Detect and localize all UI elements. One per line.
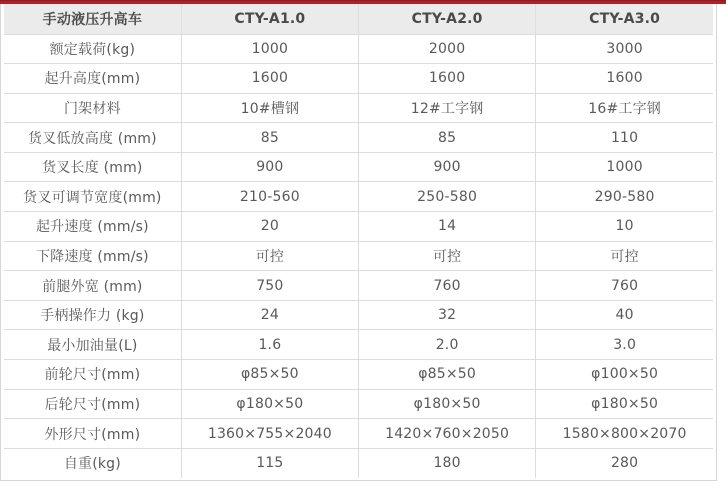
spec-value-cell: 32 [359,300,536,330]
table-row [4,34,713,64]
spec-value-cell: 1.6 [181,330,358,360]
spec-value-cell: 24 [181,300,358,330]
model-header-cell: CTY-A2.0 [359,4,536,34]
spec-value-cell: 1580×800×2070 [536,419,713,449]
spec-value-cell: φ180×50 [181,389,358,419]
spec-value-cell: φ180×50 [359,389,536,419]
spec-value-cell: 210-560 [181,182,358,212]
spec-value-cell: 3000 [536,34,713,64]
spec-value-cell: 3.0 [536,330,713,360]
spec-label-cell: 货叉可调节宽度(mm) [4,182,181,212]
table-row [4,271,713,301]
spec-value-cell: 290-580 [536,182,713,212]
spec-value-cell: 750 [181,271,358,301]
spec-value-cell: 1420×760×2050 [359,419,536,449]
spec-value-cell: 可控 [359,241,536,271]
spec-label-cell: 前轮尺寸(mm) [4,360,181,390]
spec-value-cell: 760 [359,271,536,301]
spec-value-cell: 16#工字钢 [536,93,713,123]
table-row [4,123,713,153]
spec-value-cell: 14 [359,212,536,242]
spec-value-cell: 85 [359,123,536,153]
spec-value-cell: 1360×755×2040 [181,419,358,449]
spec-value-cell: 85 [181,123,358,153]
spec-value-cell: 可控 [181,241,358,271]
spec-value-cell: 110 [536,123,713,153]
spec-value-cell: 12#工字钢 [359,93,536,123]
spec-label-cell: 起升高度(mm) [4,64,181,94]
spec-value-cell: φ180×50 [536,389,713,419]
model-header-cell: CTY-A1.0 [181,4,358,34]
header-row [4,4,713,34]
table-row [4,93,713,123]
spec-label-cell: 门架材料 [4,93,181,123]
table-title-cell: 手动液压升高车 [4,4,181,34]
table-row [4,389,713,419]
spec-value-cell: 1600 [359,64,536,94]
spec-value-cell: φ85×50 [359,360,536,390]
table-row [4,152,713,182]
spec-label-cell: 货叉低放高度 (mm) [4,123,181,153]
table-row [4,419,713,449]
spec-table-body [4,34,713,478]
table-row [4,360,713,390]
table-row [4,241,713,271]
spec-label-cell: 自重(kg) [4,448,181,478]
spec-value-cell: 180 [359,448,536,478]
spec-label-cell: 后轮尺寸(mm) [4,389,181,419]
spec-value-cell: 1600 [536,64,713,94]
spec-value-cell: φ85×50 [181,360,358,390]
table-row [4,182,713,212]
spec-value-cell: 20 [181,212,358,242]
model-header-cell: CTY-A3.0 [536,4,713,34]
spec-label-cell: 额定载荷(kg) [4,34,181,64]
table-row [4,212,713,242]
table-row [4,330,713,360]
spec-table [4,4,713,478]
spec-value-cell: 760 [536,271,713,301]
spec-value-cell: 2000 [359,34,536,64]
table-row [4,64,713,94]
spec-label-cell: 最小加油量(L) [4,330,181,360]
spec-value-cell: 1000 [536,152,713,182]
spec-value-cell: 40 [536,300,713,330]
spec-table-head [4,4,713,34]
table-row [4,448,713,478]
spec-label-cell: 前腿外宽 (mm) [4,271,181,301]
spec-value-cell: 900 [359,152,536,182]
spec-label-cell: 外形尺寸(mm) [4,419,181,449]
spec-label-cell: 手柄操作力 (kg) [4,300,181,330]
spec-value-cell: 900 [181,152,358,182]
spec-value-cell: 1000 [181,34,358,64]
spec-value-cell: 250-580 [359,182,536,212]
spec-table-container [0,4,717,481]
spec-value-cell: 2.0 [359,330,536,360]
spec-value-cell: 可控 [536,241,713,271]
spec-value-cell: 280 [536,448,713,478]
spec-value-cell: 1600 [181,64,358,94]
spec-value-cell: 10 [536,212,713,242]
spec-label-cell: 起升速度 (mm/s) [4,212,181,242]
spec-value-cell: φ100×50 [536,360,713,390]
spec-label-cell: 下降速度 (mm/s) [4,241,181,271]
table-row [4,300,713,330]
spec-value-cell: 10#槽钢 [181,93,358,123]
spec-value-cell: 115 [181,448,358,478]
spec-label-cell: 货叉长度 (mm) [4,152,181,182]
